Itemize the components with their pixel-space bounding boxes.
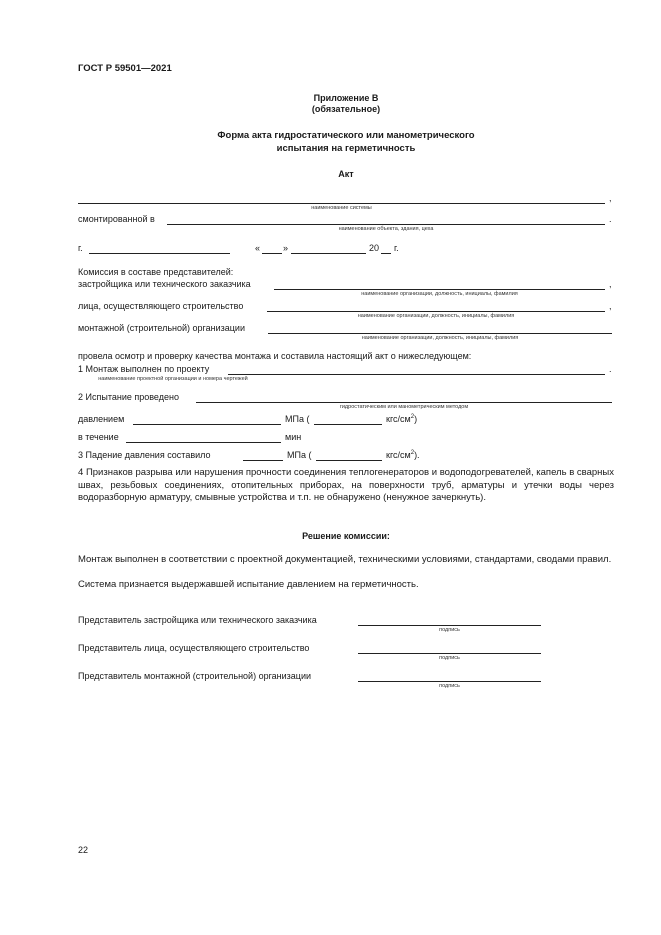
appendix-title: Приложение В [313, 93, 379, 103]
decision-text1: Монтаж выполнен в соответствии с проектной документацией, техническими условиями, стандартами, сводами правил. [78, 554, 612, 565]
rep-builder-comma: , [609, 301, 612, 311]
signature-line-builder [358, 653, 541, 654]
pressure-kgf-line [314, 424, 382, 425]
signature-caption-builder: подпись [439, 655, 460, 661]
caption-org-installer: наименование организации, должность, инициалы, фамилия [361, 335, 519, 341]
signature-label-customer: Представитель застройщика или технического заказчика [78, 615, 317, 625]
duration-line [126, 442, 281, 443]
project-period: . [609, 364, 612, 374]
decision-text2: Система признается выдержавшей испытание давлением на герметичность. [78, 579, 419, 590]
date-open-quote: « [255, 243, 261, 253]
act-title: Акт [338, 169, 354, 179]
item1-label: 1 Монтаж выполнен по проекту [78, 364, 210, 374]
rep-installer-label: монтажной (строительной) организации [78, 323, 245, 333]
page-number: 22 [78, 845, 89, 855]
form-title-line1: Форма акта гидростатического или манометрического [217, 130, 475, 141]
item2-label: 2 Испытание проведено [78, 392, 179, 402]
year-line [381, 253, 391, 254]
form-title-line2: испытания на герметичность [276, 143, 416, 154]
signature-label-builder: Представитель лица, осуществляющего строительство [78, 643, 310, 653]
commission-label: Комиссия в составе представителей: [78, 267, 234, 277]
caption-org-customer: наименование организации, должность, инициалы, фамилия [361, 291, 518, 297]
project-line [228, 374, 605, 375]
caption-org-builder: наименование организации, должность, инициалы, фамилия [357, 313, 515, 319]
rep-customer-label: застройщика или технического заказчика [78, 279, 251, 289]
object-name-line [167, 224, 605, 225]
pressure-unit-mpa: МПа ( [285, 414, 310, 424]
decision-title: Решение комиссии: [302, 531, 390, 541]
drop-unit-kgf: кгс/$см^2$). [386, 450, 420, 460]
rep-customer-comma: , [609, 279, 612, 289]
date-close-quote: » [283, 243, 289, 253]
system-name-line [78, 203, 605, 204]
caption-object: наименование объекта, здания, цеха [338, 226, 434, 232]
duration-unit: мин [285, 432, 302, 442]
caption-method: гидростатическим или манометрическим методом [339, 404, 469, 410]
pressure-label: давлением [78, 414, 125, 424]
rep-customer-line [274, 289, 605, 290]
appendix-note: (обязательное) [311, 104, 381, 114]
drop-kgf-line [316, 460, 382, 461]
day-line [262, 253, 282, 254]
pressure-unit-kgf: кгс/$см^2$) [386, 414, 418, 424]
object-period: . [609, 214, 612, 224]
signature-line-customer [358, 625, 541, 626]
signature-label-installer: Представитель монтажной (строительной) организации [78, 671, 312, 681]
city-line [89, 253, 230, 254]
document-header: ГОСТ Р 59501—2021 [78, 63, 172, 74]
pressure-mpa-line [133, 424, 281, 425]
rep-builder-label: лица, осуществляющего строительство [78, 301, 244, 311]
signature-caption-customer: подпись [439, 627, 460, 633]
year-suffix: г. [394, 243, 399, 253]
drop-mpa-line [243, 460, 283, 461]
caption-system: наименование системы [311, 205, 372, 211]
drop-unit-mpa: МПа ( [287, 450, 312, 460]
caption-project: наименование проектной организации и номера чертежей [98, 376, 248, 382]
month-line [291, 253, 366, 254]
item4-text: 4 Признаков разрыва или нарушения прочности соединения теплогенераторов и водоподогревателей, капель в сварных швах, резьбовых соединениях, отопительных приборах, на поверхности труб, арматуры и утечки воды через водоразборную арматуру, смывные устройства и т.п. не обнаружено (ненужное зачеркнуть). [78, 467, 614, 503]
mounted-label: смонтированной в [78, 214, 155, 224]
city-prefix: г. [78, 243, 83, 253]
method-line [196, 402, 612, 403]
intro-text: провела осмотр и проверку качества монтажа и составила настоящий акт о нижеследующем: [78, 351, 472, 361]
rep-installer-line [268, 333, 612, 334]
signature-caption-installer: подпись [439, 683, 460, 689]
during-label: в течение [78, 432, 119, 442]
signature-line-installer [358, 681, 541, 682]
system-comma: , [609, 193, 612, 203]
rep-builder-line [267, 311, 605, 312]
year-prefix: 20 [369, 243, 380, 253]
item3-label: 3 Падение давления составило [78, 450, 211, 460]
